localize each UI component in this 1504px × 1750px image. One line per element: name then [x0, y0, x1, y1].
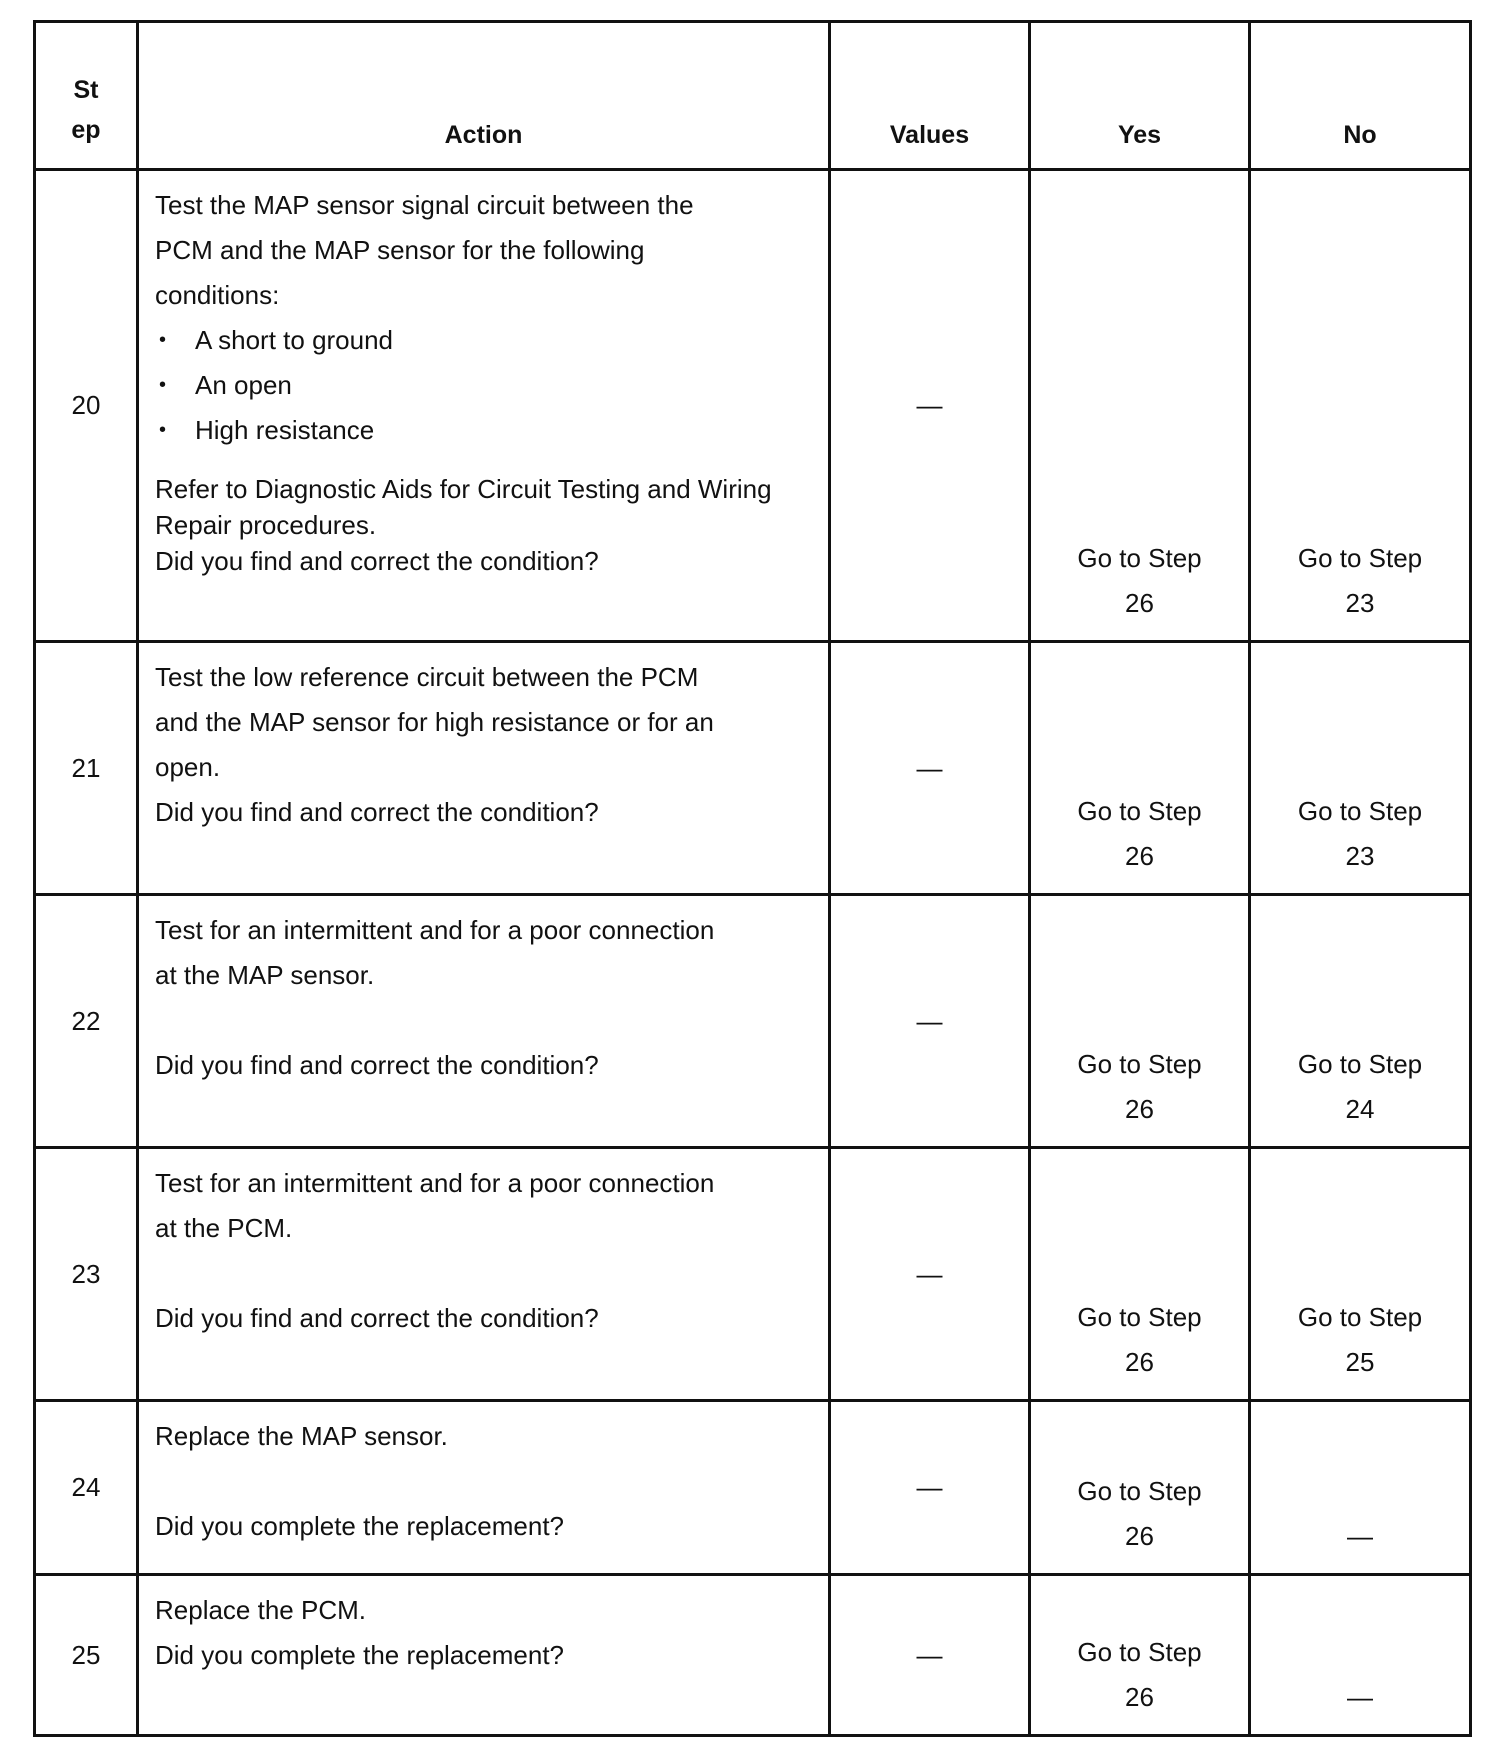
- header-row: [35, 22, 1471, 170]
- action-cell: [138, 1401, 830, 1575]
- action-question: Did you complete the replacement?: [155, 1640, 565, 1670]
- condition-item: • An open: [155, 363, 812, 408]
- yes-step: 26: [1125, 1347, 1154, 1377]
- action-cell: [138, 642, 830, 895]
- diagnostic-table: [33, 20, 1472, 1737]
- no-cell: [1250, 642, 1471, 895]
- no-cell: [1250, 895, 1471, 1148]
- no-value: —: [1347, 1682, 1373, 1712]
- action-refer: Refer to Diagnostic Aids for Circuit Testing and Wiring Repair procedures.: [155, 474, 772, 540]
- yes-goto: Go to Step: [1077, 1049, 1202, 1079]
- yes-cell: [1030, 170, 1250, 642]
- action-line: Test the MAP sensor signal circuit between the: [155, 190, 694, 220]
- values-cell: —: [830, 642, 1030, 895]
- yes-cell: [1030, 642, 1250, 895]
- action-question: Did you complete the replacement?: [155, 1511, 565, 1541]
- values-cell: —: [830, 1401, 1030, 1575]
- values-cell: —: [830, 1148, 1030, 1401]
- header-step-line2: ep: [71, 116, 101, 144]
- action-line: PCM and the MAP sensor for the following: [155, 235, 645, 265]
- action-line: Test for an intermittent and for a poor connection: [155, 915, 715, 945]
- step-number: 22: [35, 895, 138, 1148]
- yes-goto: Go to Step: [1077, 543, 1202, 573]
- step-number: 21: [35, 642, 138, 895]
- yes-step: 26: [1125, 1521, 1154, 1551]
- table-row: [35, 1401, 1471, 1575]
- yes-step: 26: [1125, 1094, 1154, 1124]
- yes-goto: Go to Step: [1077, 1476, 1202, 1506]
- action-line: Replace the MAP sensor.: [155, 1421, 448, 1451]
- values-cell: —: [830, 895, 1030, 1148]
- no-cell: [1250, 170, 1471, 642]
- action-cell: [138, 895, 830, 1148]
- action-question: Did you find and correct the condition?: [155, 1303, 599, 1333]
- no-step: 23: [1345, 588, 1375, 618]
- yes-cell: [1030, 1575, 1250, 1736]
- header-values: Values: [830, 22, 1030, 170]
- table-row: [35, 642, 1471, 895]
- step-number: 25: [35, 1575, 138, 1736]
- no-cell: [1250, 1575, 1471, 1736]
- yes-step: 26: [1125, 841, 1154, 871]
- header-no: No: [1250, 22, 1471, 170]
- action-line: at the MAP sensor.: [155, 960, 375, 990]
- action-question: Did you find and correct the condition?: [155, 1050, 599, 1080]
- yes-step: 26: [1125, 1682, 1154, 1712]
- no-goto: Go to Step: [1297, 1049, 1423, 1079]
- no-goto: Go to Step: [1297, 1302, 1423, 1332]
- values-cell: —: [830, 1575, 1030, 1736]
- yes-cell: [1030, 895, 1250, 1148]
- action-cell: [138, 1148, 830, 1401]
- action-cell: [138, 170, 830, 642]
- header-step-line1: St: [73, 76, 99, 104]
- condition-item: • High resistance: [155, 408, 812, 453]
- yes-step: 26: [1125, 588, 1154, 618]
- action-question: Did you find and correct the condition?: [155, 546, 599, 576]
- yes-goto: Go to Step: [1077, 796, 1202, 826]
- values-cell: —: [830, 170, 1030, 642]
- yes-goto: Go to Step: [1077, 1637, 1202, 1667]
- action-line: conditions:: [155, 280, 280, 310]
- yes-goto: Go to Step: [1077, 1302, 1202, 1332]
- table-row: [35, 1575, 1471, 1736]
- table-row: [35, 170, 1471, 642]
- step-number: 20: [35, 170, 138, 642]
- no-cell: [1250, 1401, 1471, 1575]
- action-line: at the PCM.: [155, 1213, 293, 1243]
- table-row: [35, 895, 1471, 1148]
- yes-cell: [1030, 1401, 1250, 1575]
- action-line: Replace the PCM.: [155, 1595, 366, 1625]
- no-cell: [1250, 1148, 1471, 1401]
- no-step: 23: [1345, 841, 1375, 871]
- action-line: and the MAP sensor for high resistance or for an: [155, 707, 714, 737]
- action-line: Test for an intermittent and for a poor connection: [155, 1168, 715, 1198]
- yes-cell: [1030, 1148, 1250, 1401]
- step-number: 23: [35, 1148, 138, 1401]
- header-action: Action: [138, 22, 830, 170]
- table-row: [35, 1148, 1471, 1401]
- no-step: 24: [1345, 1094, 1375, 1124]
- step-number: 24: [35, 1401, 138, 1575]
- action-line: open.: [155, 752, 221, 782]
- action-cell: [138, 1575, 830, 1736]
- no-goto: Go to Step: [1297, 796, 1423, 826]
- action-line: Test the low reference circuit between the PCM: [155, 662, 699, 692]
- no-step: 25: [1345, 1347, 1375, 1377]
- action-question: Did you find and correct the condition?: [155, 797, 599, 827]
- no-value: —: [1347, 1521, 1373, 1551]
- header-step-full: St ep: [0, 0, 3, 1]
- header-step: [35, 22, 138, 170]
- condition-list: [155, 318, 812, 453]
- no-goto: Go to Step: [1297, 543, 1423, 573]
- header-yes: Yes: [1030, 22, 1250, 170]
- condition-item: • A short to ground: [155, 318, 812, 363]
